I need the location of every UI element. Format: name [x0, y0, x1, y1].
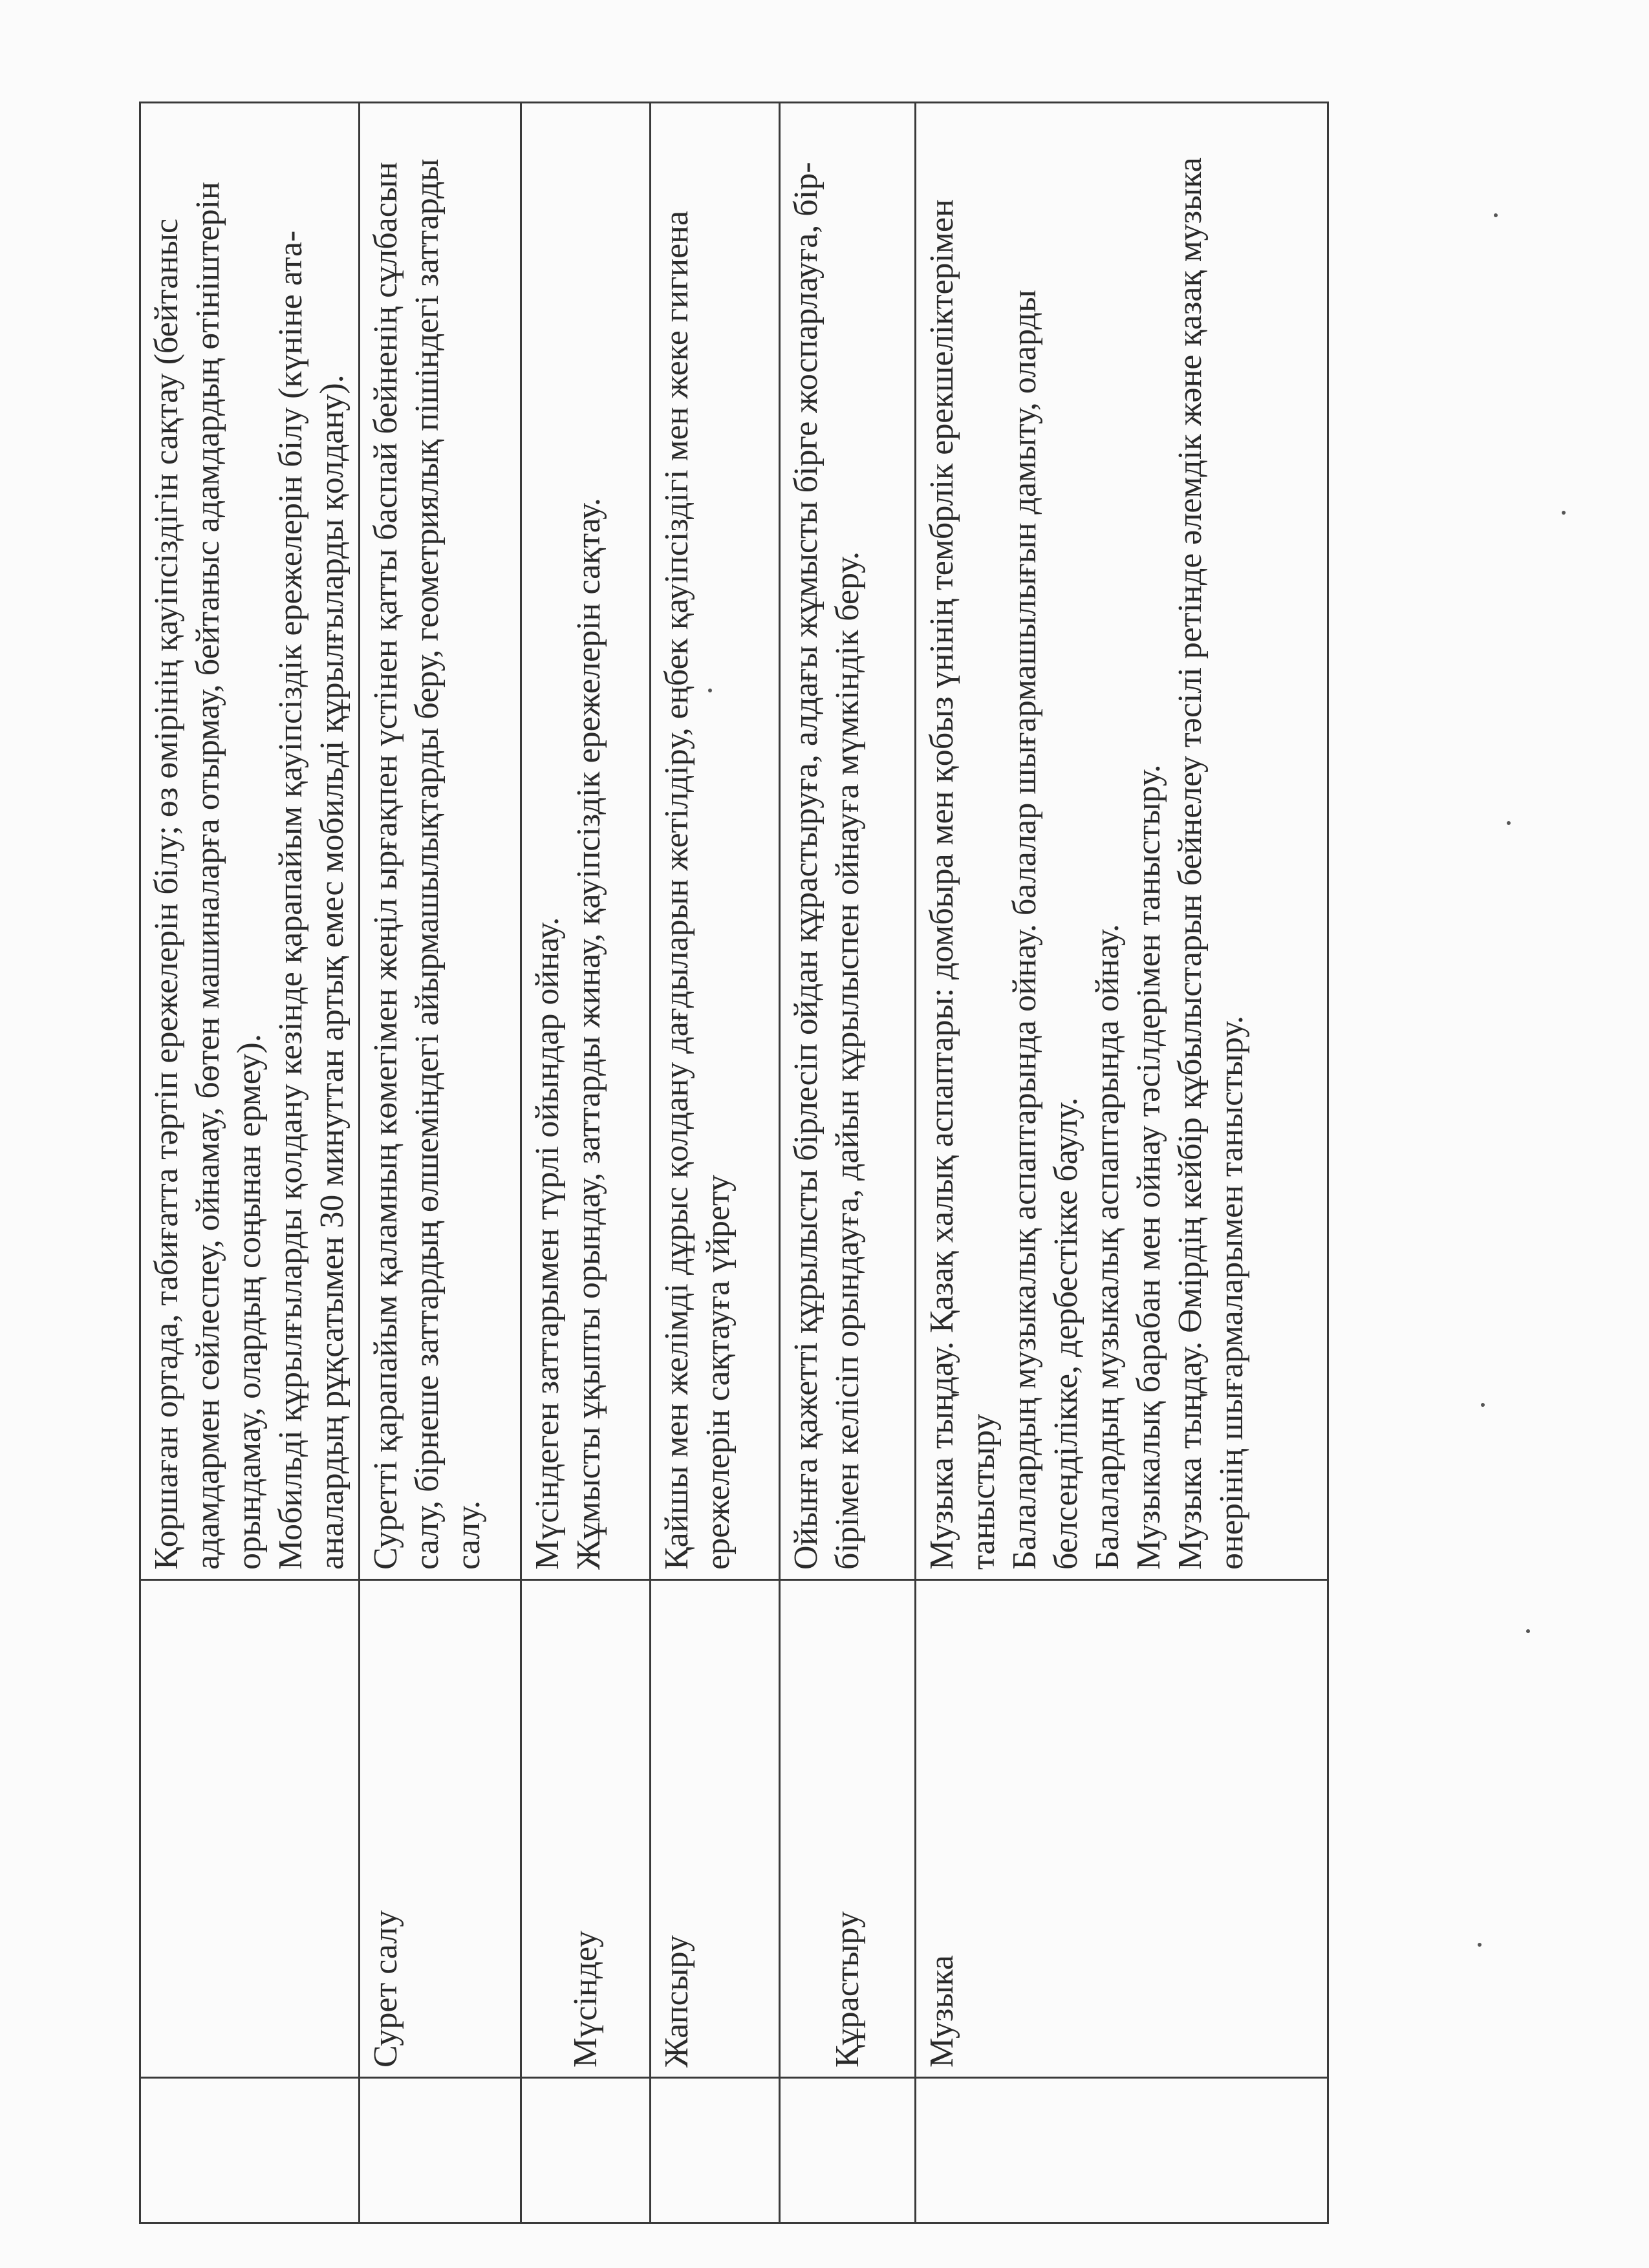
scan-speck: [1494, 213, 1498, 217]
content-cell: [780, 103, 916, 1580]
empty-cell: [916, 2078, 1328, 2223]
scan-speck: [1526, 1629, 1530, 1633]
content-cell: [651, 103, 780, 1580]
scan-speck: [708, 689, 712, 692]
curriculum-table: [139, 102, 1329, 2224]
area-cell: [140, 1580, 360, 2078]
content-line: Балалардың музыкалық аспаптарында ойнау.: [1089, 924, 1126, 1570]
content-cell: [360, 103, 521, 1580]
area-cell: Мүсіндеу: [521, 1580, 651, 2078]
content-line: Жұмысты ұқыпты орындау, заттарды жинау, қауіпсіздік ережелерін сақтау.: [570, 497, 607, 1570]
area-cell: Құрастыру: [780, 1580, 916, 2078]
content-cell: [521, 103, 651, 1580]
empty-cell: [780, 2078, 916, 2223]
content-line: Қайшы мен желімді дұрыс қолдану дағдыларын жетілдіру, еңбек қауіпсіздігі мен жеке гигиена ережелерін сақтауға үйрету: [658, 210, 737, 1570]
content-line: Мобильді құрылғыларды қолдану кезінде қарапайым қауіпсіздік ережелерін білу (күніне ата-аналардың рұқсатымен 30 минуттан артық емес мобильді құрылғыларды қолдану).: [272, 230, 350, 1570]
table-row: [360, 103, 521, 2223]
content-cell: [916, 103, 1328, 1580]
table-row: [780, 103, 916, 2223]
scan-speck: [1507, 821, 1511, 825]
table-row: [140, 103, 360, 2223]
content-line: Ойынға қажетті құрылысты бірлесіп ойдан құрастыруға, алдағы жұмысты бірге жоспарлауға, бір-бірімен келісіп орындауға, дайын құрылыспен ойнауға мүмкіндік беру.: [788, 162, 866, 1570]
scan-speck: [1481, 1403, 1485, 1407]
empty-cell: [651, 2078, 780, 2223]
empty-cell: [360, 2078, 521, 2223]
area-cell: Жапсыру: [651, 1580, 780, 2078]
content-line: Музыка тыңдау. Өмірдің кейбір құбылыстарын бейнелеу тәсілі ретінде әлемдік және қазақ музыка өнерінің шығармаларымен таныстыру.: [1172, 157, 1250, 1570]
scan-speck: [1562, 511, 1566, 515]
area-cell: Музыка: [916, 1580, 1328, 2078]
table-row: [521, 103, 651, 2223]
empty-cell: [521, 2078, 651, 2223]
scan-speck: [1478, 1943, 1482, 1947]
content-line: Музыка тыңдау. Қазақ халық аспаптары: домбыра мен қобыз үнінің тембрлік ерекшеліктерімен таныстыру: [923, 199, 1002, 1570]
content-line: Музыкалық барабан мен ойнау тәсілдерімен таныстыру.: [1130, 764, 1167, 1570]
content-line: Балалардың музыкалық аспаптарында ойнау. балалар шығармашылығын дамыту, оларды белсенділікке, дербестікке баулу.: [1006, 290, 1084, 1570]
content-line: Қоршаған ортада, табиғатта тәртіп ережелерін білу; өз өмірінің қауіпсіздігін сақтау (бейтаныс адамдармен сөйлеспеу, ойнамау, бөтен машиналарға отырмау, бейтаныс адамдардың өтініштерін орындамау, олардың соңынан ермеу).: [148, 182, 268, 1570]
rotated-table-container: [139, 103, 1329, 2224]
area-cell: Сурет салу: [360, 1580, 521, 2078]
content-line: Суретті қарапайым қаламның көмегімен жеңіл ырғақпен үстінен қатты баспай бейненің сұлбасын салу, бірнеше заттардың өлшеміндегі айырмашылықтарды беру, геометриялық пішіндегі заттарды салу.: [367, 158, 487, 1570]
empty-cell: [140, 2078, 360, 2223]
table-row: [916, 103, 1328, 2223]
content-line: Мүсіндеген заттарымен түрлі ойындар ойнау.: [529, 917, 566, 1570]
content-cell: [140, 103, 360, 1580]
table-row: [651, 103, 780, 2223]
